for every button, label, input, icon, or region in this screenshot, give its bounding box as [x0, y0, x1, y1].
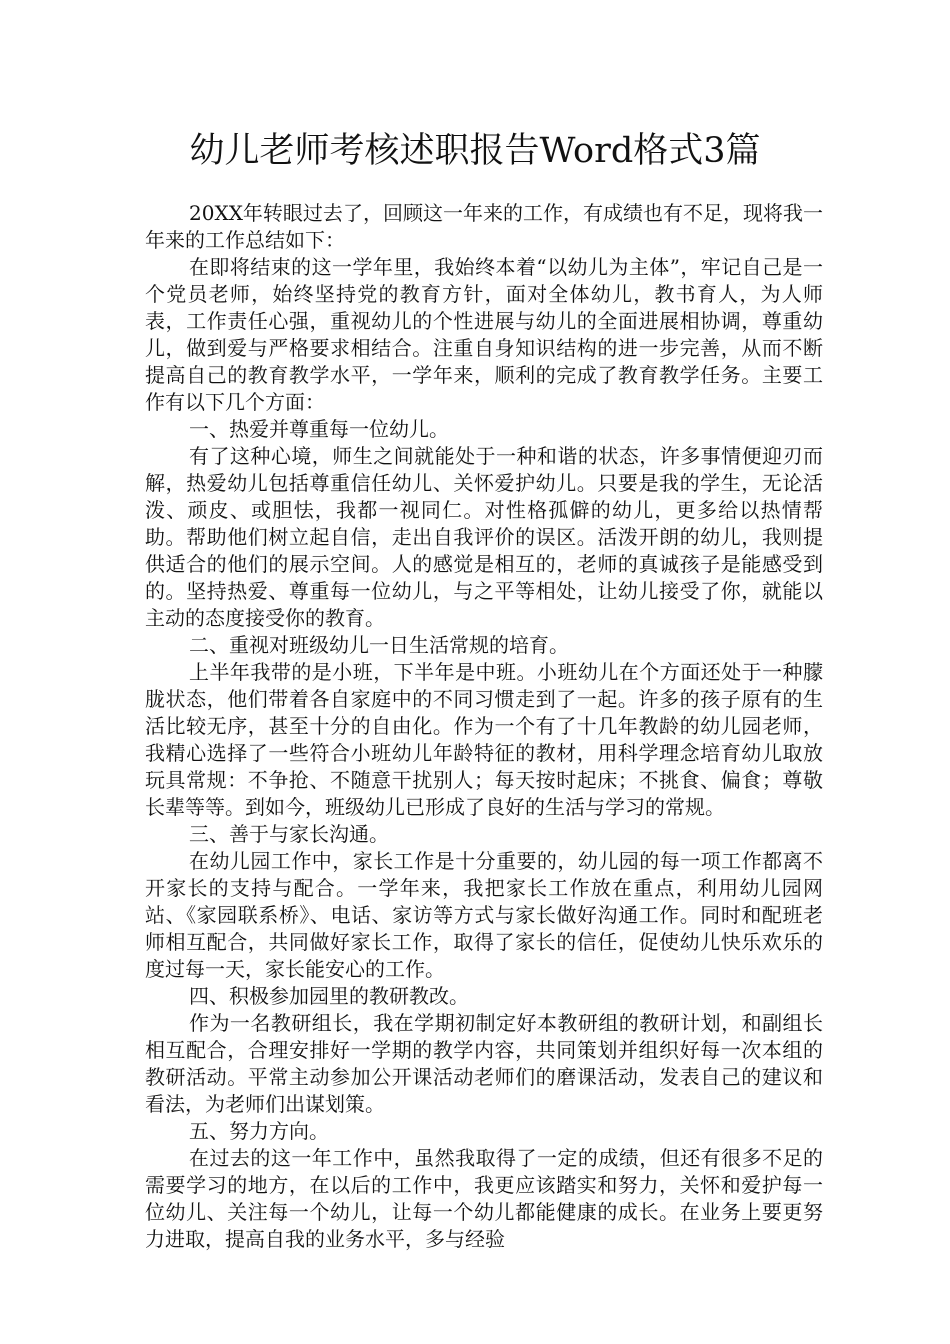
section-heading-5: 五、努力方向。 [189, 1119, 329, 1143]
document-body [145, 200, 823, 1253]
section-heading-3: 三、善于与家长沟通。 [189, 822, 389, 846]
paragraph-overview: 在即将结束的这一学年里，我始终本着“以幼儿为主体”，牢记自己是一个党员老师，始终坚持党的教育方针，面对全体幼儿，教书育人，为人师表，工作责任心强，重视幼儿的个性进展与幼儿的全面进展相协调，尊重幼儿，做到爱与严格要求相结合。注重自身知识结构的进一步完善，从而不断提高自己的教育教学水平，一学年来，顺利的完成了教育教学任务。主要工作有以下几个方面： [145, 255, 823, 414]
paragraph-section-1: 有了这种心境，师生之间就能处于一种和谐的状态，许多事情便迎刃而解，热爱幼儿包括尊重信任幼儿、关怀爱护幼儿。只要是我的学生，无论活泼、顽皮、或胆怯，我都一视同仁。对性格孤僻的幼儿，更多给以热情帮助。帮助他们树立起自信，走出自我评价的误区。活泼开朗的幼儿，我则提供适合的他们的展示空间。人的感觉是相互的，老师的真诚孩子是能感受到的。坚持热爱、尊重每一位幼儿，与之平等相处，让幼儿接受了你，就能以主动的态度接受你的教育。 [145, 444, 823, 630]
paragraph-intro: 20XX年转眼过去了，回顾这一年来的工作，有成绩也有不足，现将我一年来的工作总结如下： [145, 201, 823, 252]
paragraph-section-2: 上半年我带的是小班，下半年是中班。小班幼儿在个方面还处于一种朦胧状态，他们带着各自家庭中的不同习惯走到了一起。许多的孩子原有的生活比较无序，甚至十分的自由化。作为一个有了十几年教龄的幼儿园老师，我精心选择了一些符合小班幼儿年龄特征的教材，用科学理念培育幼儿取放玩具常规：不争抢、不随意干扰别人；每天按时起床；不挑食、偏食；尊敬长辈等等。到如今，班级幼儿已形成了良好的生活与学习的常规。 [145, 660, 823, 819]
document-title: 幼儿老师考核述职报告Word格式3篇 [189, 131, 761, 171]
paragraph-section-4: 作为一名教研组长，我在学期初制定好本教研组的教研计划，和副组长相互配合，合理安排好一学期的教学内容，共同策划并组织好每一次本组的教研活动。平常主动参加公开课活动老师们的磨课活动，发表自己的建议和看法，为老师们出谋划策。 [145, 1011, 823, 1116]
paragraph-section-3: 在幼儿园工作中，家长工作是十分重要的，幼儿园的每一项工作都离不开家长的支持与配合。一学年来，我把家长工作放在重点，利用幼儿园网站、《家园联系桥》、电话、家访等方式与家长做好沟通工作。同时和配班老师相互配合，共同做好家长工作，取得了家长的信任，促使幼儿快乐欢乐的度过每一天，家长能安心的工作。 [145, 849, 823, 981]
section-heading-4: 四、积极参加园里的教研教改。 [189, 984, 469, 1008]
paragraph-section-5: 在过去的这一年工作中，虽然我取得了一定的成绩，但还有很多不足的需要学习的地方，在以后的工作中，我更应该踏实和努力，关怀和爱护每一位幼儿、关注每一个幼儿，让每一个幼儿都能健康的成长。在业务上要更努力进取，提高自我的业务水平，多与经验 [145, 1146, 823, 1251]
section-heading-2: 二、重视对班级幼儿一日生活常规的培育。 [189, 633, 569, 657]
section-heading-1: 一、热爱并尊重每一位幼儿。 [189, 417, 449, 441]
